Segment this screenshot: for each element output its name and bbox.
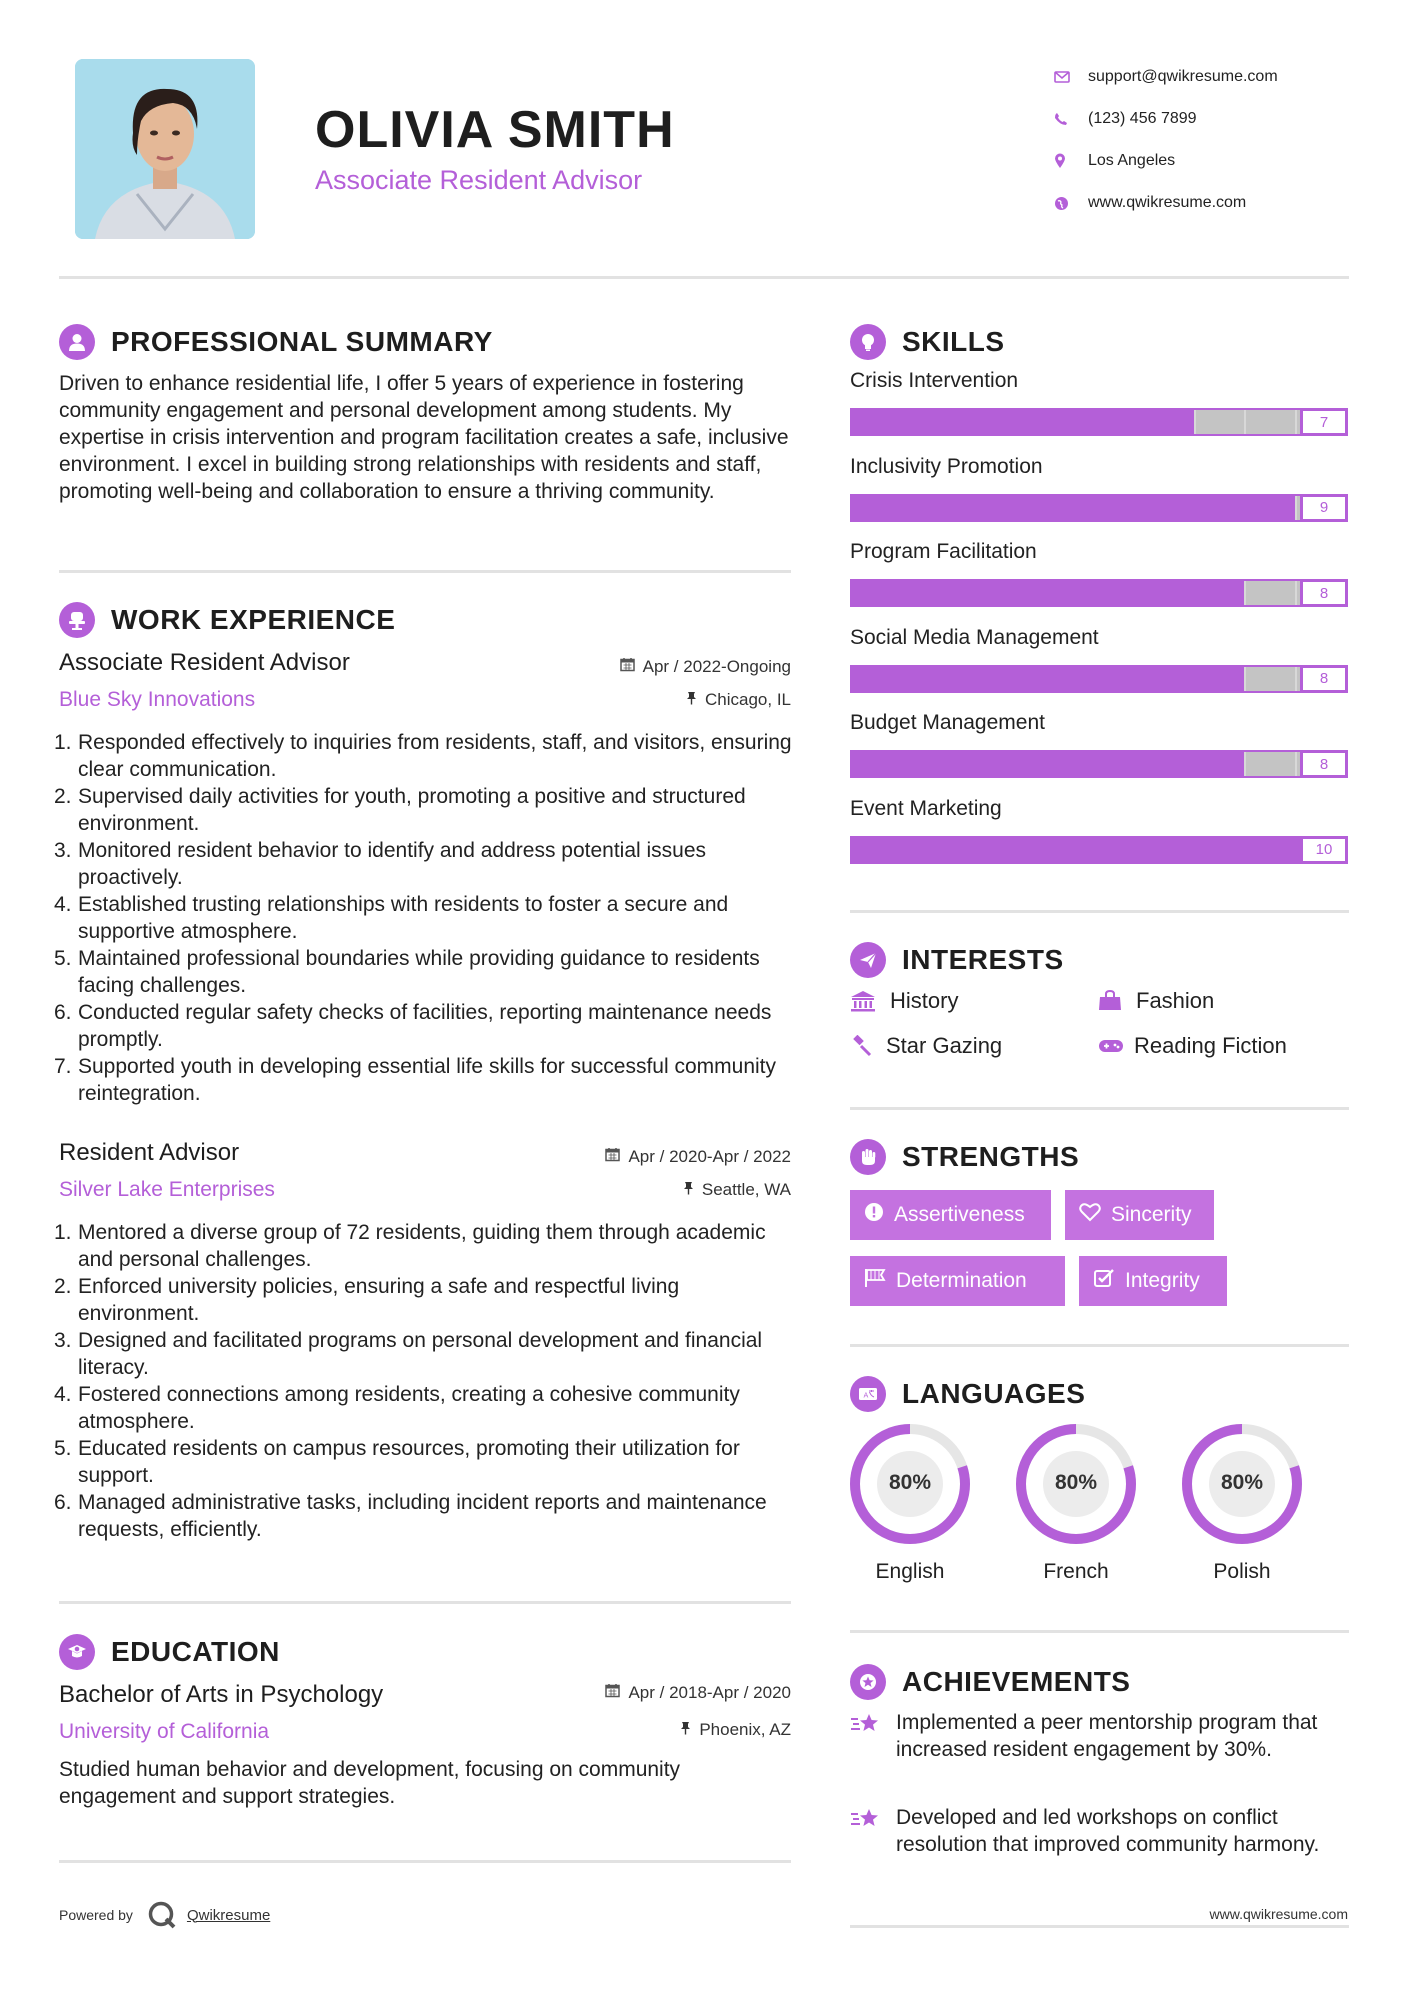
list-item: 1. Responded effectively to inquiries from residents, staff, and visitors, ensuring clear communication. (54, 731, 792, 781)
skill-bar-segment (950, 410, 999, 434)
achievement-item (850, 1709, 1349, 1763)
list-item: 2. Supervised daily activities for youth, promoting a positive and structured environment. (54, 785, 746, 835)
skill-bar-segment (852, 838, 901, 862)
job-bullets (54, 1219, 799, 1543)
skill-level-label: 8 (1300, 665, 1348, 693)
experience-title: WORK EXPERIENCE (111, 604, 396, 635)
list-item: 6. Managed administrative tasks, including incident reports and maintenance requests, efficiently. (54, 1491, 767, 1541)
footer-website[interactable]: www.qwikresume.com (1209, 1906, 1348, 1922)
interest-item (850, 1033, 1002, 1059)
shopping-bag-icon (1098, 990, 1134, 1012)
calendar-icon (605, 1147, 620, 1167)
job-title: Associate Resident Advisor (59, 649, 350, 676)
skill-bar-segment (1145, 410, 1194, 434)
heart-icon (1079, 1202, 1101, 1228)
language-name: English (875, 1560, 945, 1583)
skill-level-label: 7 (1300, 408, 1348, 436)
skill-bar-segment (901, 410, 950, 434)
interests-heading (850, 940, 1064, 980)
language-percent: 80% (1220, 1471, 1264, 1494)
bullet-text: Educated residents on campus resources, promoting their utilization for support. (78, 1437, 740, 1487)
skill-bar-segment (852, 410, 901, 434)
map-pin-icon (1050, 153, 1088, 169)
shooting-star-icon (850, 1804, 896, 1858)
bullet-text: Supervised daily activities for youth, promoting a positive and structured environment. (78, 785, 746, 835)
bullet-text: Designed and facilitated programs on personal development and financial literacy. (78, 1329, 763, 1379)
summary-title: PROFESSIONAL SUMMARY (111, 326, 493, 357)
job-dates-text: Apr / 2020-Apr / 2022 (628, 1147, 791, 1166)
job-title: Resident Advisor (59, 1139, 240, 1166)
strength-label: Sincerity (1111, 1203, 1192, 1226)
contact-email[interactable] (1050, 56, 1370, 98)
thumbtack-icon (680, 1720, 691, 1740)
summary-heading (59, 322, 493, 362)
skill-level-label: 8 (1300, 750, 1348, 778)
job-location (500, 1180, 791, 1200)
star-badge-icon (850, 1664, 886, 1700)
list-item: 3. Monitored resident behavior to identify and address potential issues proactively. (54, 839, 707, 889)
language-name: French (1043, 1560, 1109, 1583)
graduation-icon (59, 1634, 95, 1670)
list-item: 3. Designed and facilitated programs on personal development and financial literacy. (54, 1329, 763, 1379)
contact-location (1050, 140, 1370, 182)
summary-text: Driven to enhance residential life, I offer 5 years of experience in fostering community engagement and personal development among students. My expertise in crisis intervention and program facilitation creates a safe, inclusive environment. I excel in building strong relationships with residents and staff, promoting well-being and collaboration to ensure a thriving community. (59, 372, 789, 503)
interests-divider (850, 1107, 1349, 1110)
candidate-name: OLIVIA SMITH (315, 101, 675, 159)
achievement-item (850, 1804, 1349, 1858)
skill-bar-segment (1198, 838, 1247, 862)
skill-bar-segment (852, 496, 901, 520)
contact-website[interactable] (1050, 182, 1370, 224)
languages-heading (850, 1374, 1085, 1414)
skill-bar-segment (1048, 581, 1097, 605)
strength-badge (850, 1256, 1065, 1306)
skill-bar-segment (901, 838, 950, 862)
language-percent: 80% (1054, 1471, 1098, 1494)
skill-level-label: 9 (1300, 494, 1348, 522)
skill-name: Event Marketing (850, 796, 1002, 820)
skill-bar-segment (1195, 581, 1244, 605)
language-name: Polish (1213, 1560, 1271, 1583)
skill-bar-segment (1246, 496, 1295, 520)
gavel-icon (850, 1035, 886, 1057)
contact-phone-text: (123) 456 7899 (1088, 110, 1197, 127)
header-divider (59, 276, 1349, 279)
skill-name: Crisis Intervention (850, 369, 1019, 392)
strength-badge (1065, 1190, 1214, 1240)
profile-photo (75, 59, 255, 239)
bullet-text: Monitored resident behavior to identify and address potential issues proactively. (78, 839, 707, 889)
qwikresume-logo-icon (147, 1900, 177, 1930)
skill-bar-segment (950, 752, 999, 776)
strength-badge (1079, 1256, 1227, 1306)
skill-bar-segment (998, 410, 1047, 434)
bullet-text: Responded effectively to inquiries from residents, staff, and visitors, ensuring clear communication. (78, 731, 792, 781)
contact-website-text: www.qwikresume.com (1088, 194, 1247, 211)
list-item: 6. Conducted regular safety checks of facilities, reporting maintenance needs promptly. (54, 1001, 772, 1051)
skill-bar-segment (999, 752, 1048, 776)
experience-divider (59, 1601, 791, 1604)
calendar-icon (605, 1683, 620, 1703)
list-item: 4. Established trusting relationships with residents to foster a secure and supportive atmosphere. (54, 893, 729, 943)
list-item: 5. Maintained professional boundaries while providing guidance to residents facing challenges. (54, 947, 760, 997)
skill-bar-segment (1098, 496, 1147, 520)
skill-bar-segment (1244, 410, 1295, 434)
contact-phone[interactable] (1050, 98, 1370, 140)
skill-level-bar (850, 494, 1348, 522)
education-heading (59, 1632, 280, 1672)
skill-bar-segment (1247, 838, 1296, 862)
skill-bar-segment (1148, 838, 1197, 862)
education-divider (59, 1860, 791, 1863)
languages-divider (850, 1630, 1349, 1633)
bullet-text: Supported youth in developing essential life skills for successful community reintegration. (78, 1055, 777, 1105)
skill-bar-segment (1244, 752, 1295, 776)
paper-plane-icon (850, 942, 886, 978)
skill-level-bar (850, 408, 1348, 436)
skill-bar-segment (999, 667, 1048, 691)
resume-header (0, 0, 1407, 280)
skill-level-label: 10 (1300, 836, 1348, 864)
education-title: EDUCATION (111, 1636, 280, 1667)
job-company: Blue Sky Innovations (59, 688, 256, 711)
footer-powered-by (59, 1900, 270, 1930)
education-dates (500, 1683, 791, 1703)
strengths-heading (850, 1137, 1079, 1177)
strengths-title: STRENGTHS (902, 1141, 1080, 1172)
skill-bar-segment (1000, 496, 1049, 520)
strength-label: Assertiveness (894, 1203, 1025, 1226)
skill-bar-segment (1097, 667, 1146, 691)
skill-bar-segment (1146, 581, 1195, 605)
skill-bar-segment (1097, 752, 1146, 776)
list-item: 5. Educated residents on campus resources, promoting their utilization for support. (54, 1437, 740, 1487)
achievement-text: Developed and led workshops on conflict resolution that improved community harmony. (896, 1806, 1320, 1856)
interest-item (1098, 988, 1214, 1014)
bullet-text: Fostered connections among residents, creating a cohesive community atmosphere. (78, 1383, 740, 1433)
checkbox-icon (1093, 1268, 1115, 1294)
skill-bar-segment (1146, 752, 1195, 776)
list-item: 4. Fostered connections among residents, creating a cohesive community atmosphere. (54, 1383, 740, 1433)
skill-bar-segment (1244, 667, 1295, 691)
job-dates (500, 1147, 791, 1167)
skill-bar-segment (1047, 410, 1096, 434)
skill-bar-segment (1050, 838, 1099, 862)
user-icon (59, 324, 95, 360)
interest-label: History (890, 988, 959, 1013)
skill-bar-segment (950, 496, 999, 520)
gamepad-icon (1098, 1037, 1134, 1055)
skills-heading (850, 322, 1005, 362)
lightbulb-icon (850, 324, 886, 360)
interest-label: Reading Fiction (1134, 1033, 1287, 1058)
experience-heading (59, 600, 395, 640)
list-item: 1. Mentored a diverse group of 72 residents, guiding them through academic and personal challenges. (54, 1221, 766, 1271)
skill-name: Budget Management (850, 711, 1045, 734)
job-location (500, 690, 791, 710)
globe-icon (1050, 196, 1088, 211)
skill-bar-segment (1099, 838, 1148, 862)
achievements-heading (850, 1662, 1130, 1702)
degree-title: Bachelor of Arts in Psychology (59, 1681, 384, 1708)
skill-level-label: 8 (1300, 579, 1348, 607)
skill-level-bar (850, 836, 1348, 864)
education-location-text: Phoenix, AZ (699, 1720, 791, 1739)
list-item: 7. Supported youth in developing essential life skills for successful community reintegration. (54, 1055, 777, 1105)
skill-bar-segment (1195, 667, 1244, 691)
skills-title: SKILLS (902, 326, 1005, 357)
thumbtack-icon (683, 1180, 694, 1200)
skill-bar-segment (901, 667, 950, 691)
strength-badge (850, 1190, 1051, 1240)
skill-bar-segment (1000, 838, 1049, 862)
summary-divider (59, 570, 791, 573)
bullet-text: Mentored a diverse group of 72 residents, guiding them through academic and personal challenges. (78, 1221, 766, 1271)
skill-bar-segment (950, 667, 999, 691)
skill-level-bar (850, 579, 1348, 607)
skill-bar-segment (901, 752, 950, 776)
bank-icon (850, 990, 886, 1012)
bullet-text: Managed administrative tasks, including incident reports and maintenance requests, efficiently. (78, 1491, 767, 1541)
school-name: University of California (59, 1720, 270, 1743)
skill-bar-segment (1194, 410, 1245, 434)
skill-bar-segment (901, 496, 950, 520)
skill-bar-segment (852, 752, 901, 776)
interests-title: INTERESTS (902, 944, 1064, 975)
skill-bar-segment (1196, 496, 1245, 520)
bullet-text: Conducted regular safety checks of facilities, reporting maintenance needs promptly. (78, 1001, 772, 1051)
interest-label: Star Gazing (886, 1033, 1003, 1058)
skill-bar-segment (1146, 667, 1195, 691)
achievements-title: ACHIEVEMENTS (902, 1666, 1131, 1697)
skill-bar-segment (1147, 496, 1196, 520)
skill-bar-segment (1244, 581, 1295, 605)
powered-by-text: Powered by (59, 1907, 133, 1923)
job-dates (500, 657, 791, 677)
skill-name: Inclusivity Promotion (850, 454, 1043, 478)
skill-bar-segment (950, 581, 999, 605)
skill-bar-segment (1096, 410, 1145, 434)
shooting-star-icon (850, 1709, 896, 1763)
skill-bar-segment (1097, 581, 1146, 605)
skills-divider (850, 910, 1349, 913)
exclamation-circle-icon (864, 1202, 884, 1228)
thumbtack-icon (686, 690, 697, 710)
achievement-text: Implemented a peer mentorship program that increased resident engagement by 30%. (896, 1711, 1318, 1761)
skill-bar-segment (1048, 667, 1097, 691)
list-item: 2. Enforced university policies, ensuring a safe and respectful living environment. (54, 1275, 680, 1325)
job-bullets (54, 729, 799, 1107)
skill-bar-segment (901, 581, 950, 605)
skill-level-bar (850, 750, 1348, 778)
bullet-text: Maintained professional boundaries while providing guidance to residents facing challenges. (78, 947, 760, 997)
envelope-icon (1050, 71, 1088, 83)
contact-location-text: Los Angeles (1088, 152, 1176, 169)
briefcase-icon (59, 602, 95, 638)
phone-icon (1050, 112, 1088, 126)
skill-bar-segment (1048, 752, 1097, 776)
contact-email-text: support@qwikresume.com (1088, 68, 1278, 85)
job-location-text: Chicago, IL (705, 690, 791, 709)
interest-label: Fashion (1136, 988, 1215, 1013)
qwikresume-link[interactable]: Qwikresume (186, 1906, 271, 1924)
skill-bar-segment (852, 667, 901, 691)
skill-bar-segment (951, 838, 1000, 862)
fist-icon (850, 1139, 886, 1175)
skill-bar-segment (1049, 496, 1098, 520)
languages-title: LANGUAGES (902, 1378, 1086, 1409)
skill-bar-segment (999, 581, 1048, 605)
svg-text:A: A (863, 1391, 869, 1400)
interest-item (850, 988, 958, 1014)
skill-level-bar (850, 665, 1348, 693)
skill-name: Social Media Management (850, 625, 1099, 649)
achievements-divider (850, 1925, 1349, 1928)
strength-label: Determination (896, 1269, 1027, 1292)
job-location-text: Seattle, WA (701, 1180, 791, 1199)
flag-icon (864, 1268, 886, 1294)
job-dates-text: Apr / 2022-Ongoing (642, 657, 791, 676)
skill-bar-segment (1195, 752, 1244, 776)
language-icon (850, 1376, 886, 1412)
education-description: Studied human behavior and development, focusing on community engagement and support strategies. (59, 1758, 681, 1808)
contact-list (1050, 56, 1370, 224)
language-percent: 80% (888, 1471, 932, 1494)
job-company: Silver Lake Enterprises (59, 1178, 275, 1201)
interest-item (1098, 1033, 1287, 1059)
education-location (500, 1720, 791, 1740)
bullet-text: Established trusting relationships with residents to foster a secure and supportive atmosphere. (78, 893, 729, 943)
education-dates-text: Apr / 2018-Apr / 2020 (628, 1683, 791, 1702)
skill-name: Program Facilitation (850, 540, 1037, 563)
calendar-icon (620, 657, 635, 677)
skill-bar-segment (852, 581, 901, 605)
strengths-divider (850, 1344, 1349, 1347)
strength-label: Integrity (1125, 1269, 1200, 1292)
bullet-text: Enforced university policies, ensuring a safe and respectful living environment. (78, 1275, 680, 1325)
candidate-title: Associate Resident Advisor (315, 165, 643, 195)
